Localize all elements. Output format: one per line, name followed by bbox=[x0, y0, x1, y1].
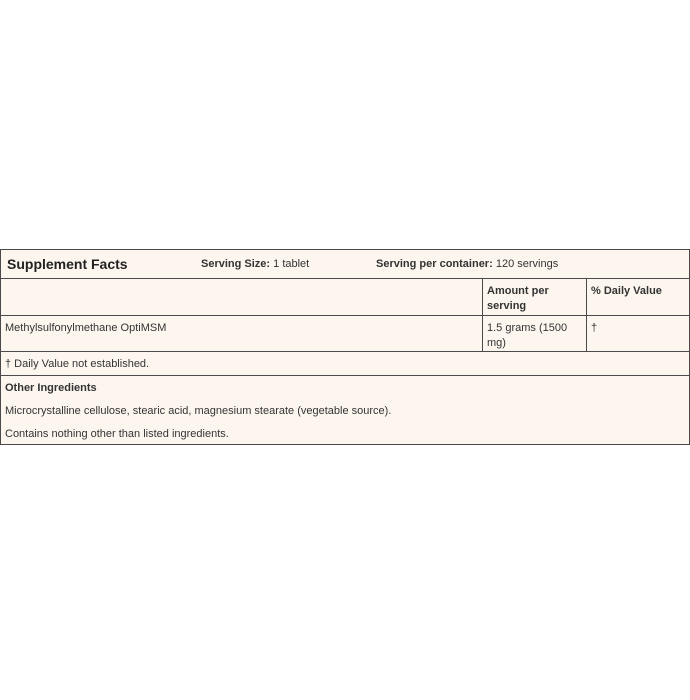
serving-size-label: Serving Size: bbox=[201, 258, 271, 270]
serving-per-container-label: Serving per container: bbox=[376, 258, 493, 270]
serving-size bbox=[201, 258, 309, 270]
serving-size-value: 1 tablet bbox=[273, 258, 310, 270]
ingredient-amount: 1.5 grams (1500 mg) bbox=[483, 316, 587, 351]
ingredient-name: Methylsulfonylmethane OptiMSM bbox=[1, 316, 483, 351]
serving-per-container bbox=[376, 258, 558, 270]
other-ingredients-list: Microcrystalline cellulose, stearic acid, magnesium stearate (vegetable source). bbox=[5, 405, 392, 417]
column-header-row bbox=[1, 279, 689, 316]
other-ingredients-note: Contains nothing other than listed ingredients. bbox=[5, 428, 229, 440]
facts-header bbox=[1, 250, 689, 279]
ingredient-row bbox=[1, 316, 689, 352]
daily-value-column-header: % Daily Value bbox=[591, 285, 662, 297]
other-ingredients-heading: Other Ingredients bbox=[5, 382, 97, 394]
facts-title: Supplement Facts bbox=[7, 256, 128, 272]
supplement-facts-panel bbox=[0, 249, 690, 445]
amount-column-header: Amount per serving bbox=[483, 279, 587, 315]
ingredient-daily-value: † bbox=[591, 322, 598, 334]
serving-per-container-value: 120 servings bbox=[495, 258, 559, 270]
daily-value-footnote: † Daily Value not established. bbox=[1, 352, 689, 376]
other-ingredients-section bbox=[1, 376, 689, 444]
ingredient-column-header bbox=[1, 279, 483, 315]
